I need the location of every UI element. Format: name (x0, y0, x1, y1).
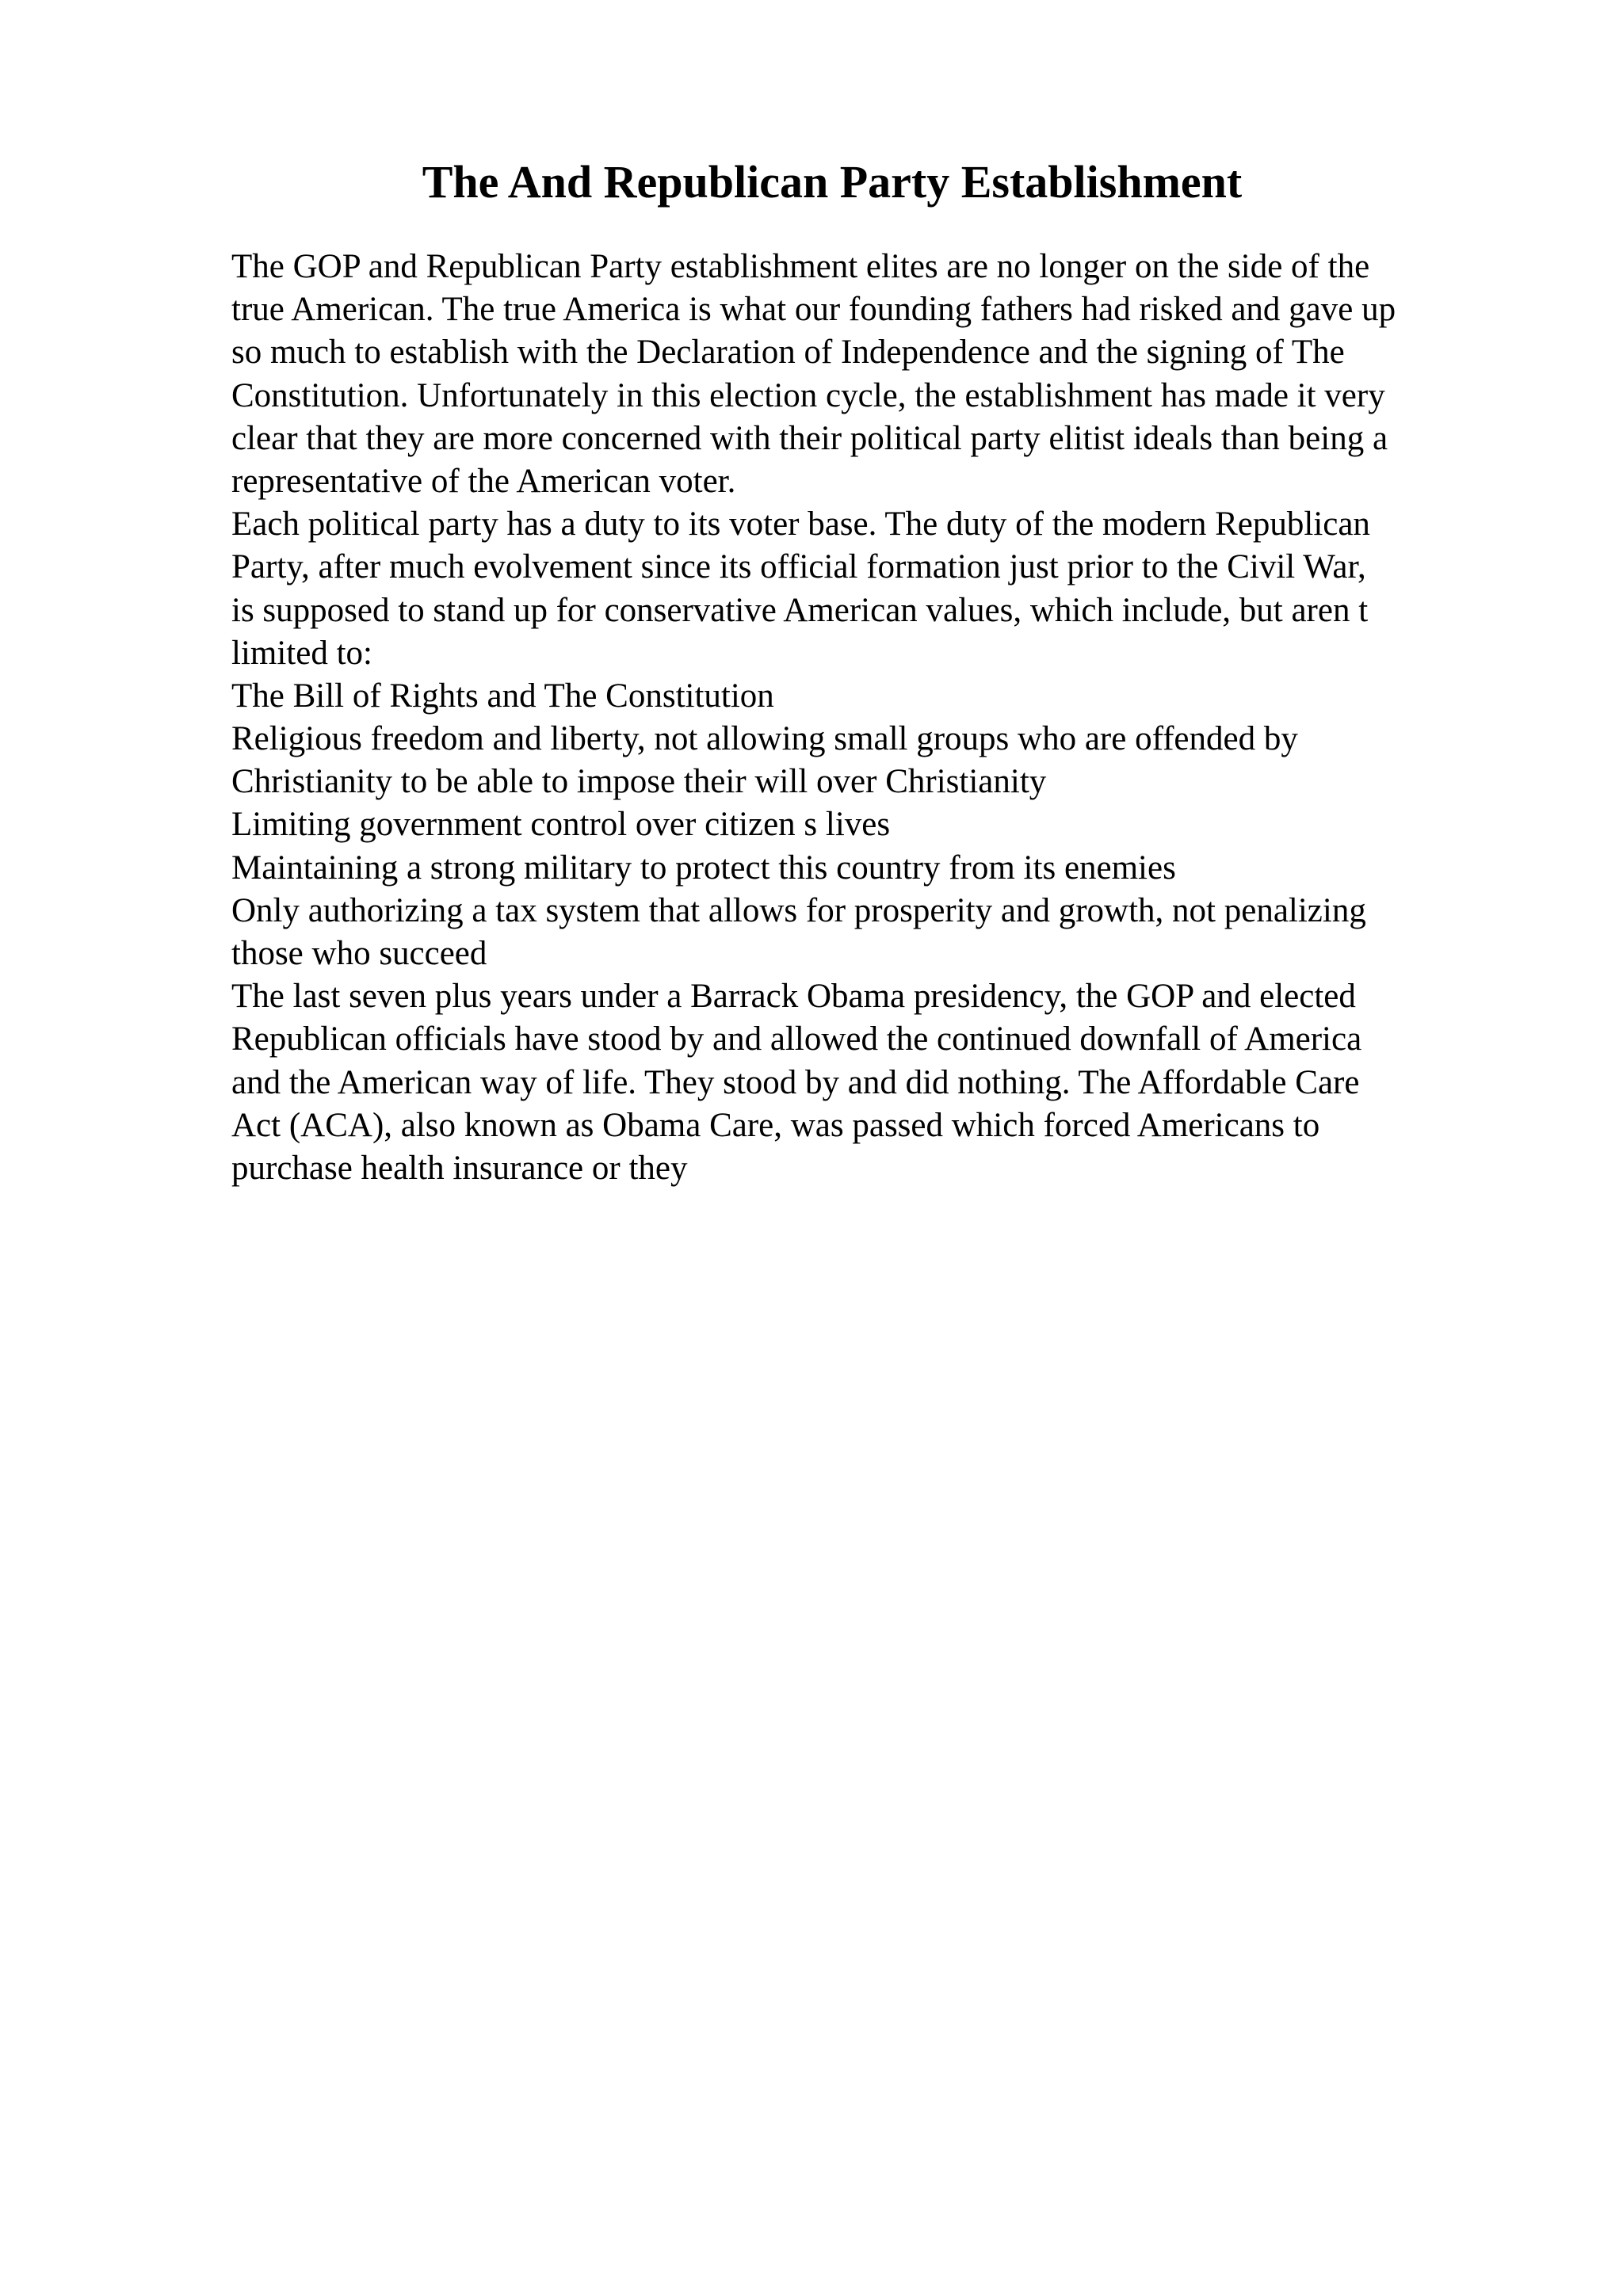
text-line: Religious freedom and liberty, not allowing small groups who are offended by (231, 720, 1298, 758)
text-line: purchase health insurance or they (231, 1149, 688, 1187)
text-line: Republican officials have stood by and allowed the continued downfall of America (231, 1020, 1362, 1058)
text-line: Christianity to be able to impose their will over Christianity (231, 763, 1047, 801)
text-line: true American. The true America is what our founding fathers had risked and gave up (231, 291, 1396, 329)
text-line: Act (ACA), also known as Obama Care, was passed which forced Americans to (231, 1106, 1320, 1144)
text-line: The Bill of Rights and The Constitution (231, 677, 774, 715)
text-line: those who succeed (231, 935, 487, 972)
text-line: limited to: (231, 634, 372, 672)
document-body (231, 246, 1515, 1190)
text-line: clear that they are more concerned with their political party elitist ideals than being a (231, 419, 1388, 457)
text-line: Party, after much evolvement since its official formation just prior to the Civil War, (231, 548, 1366, 586)
text-line: Maintaining a strong military to protect this country from its enemies (231, 849, 1176, 887)
text-line: Only authorizing a tax system that allows for prosperity and growth, not penalizing (231, 891, 1366, 929)
text-line: The GOP and Republican Party establishment elites are no longer on the side of the (231, 248, 1370, 285)
text-line: Limiting government control over citizen s lives (231, 806, 891, 844)
text-line: Each political party has a duty to its voter base. The duty of the modern Republican (231, 505, 1370, 543)
text-line: The last seven plus years under a Barrack Obama presidency, the GOP and elected (231, 978, 1356, 1016)
text-line: so much to establish with the Declaration of Independence and the signing of The (231, 334, 1345, 372)
text-line: is supposed to stand up for conservative American values, which include, but aren t (231, 591, 1369, 629)
text-line: representative of the American voter. (231, 462, 736, 500)
text-line: and the American way of life. They stood by and did nothing. The Affordable Care (231, 1063, 1360, 1101)
document-title: The And Republican Party Establishment (422, 156, 1243, 208)
text-line: Constitution. Unfortunately in this election cycle, the establishment has made it very (231, 376, 1385, 414)
